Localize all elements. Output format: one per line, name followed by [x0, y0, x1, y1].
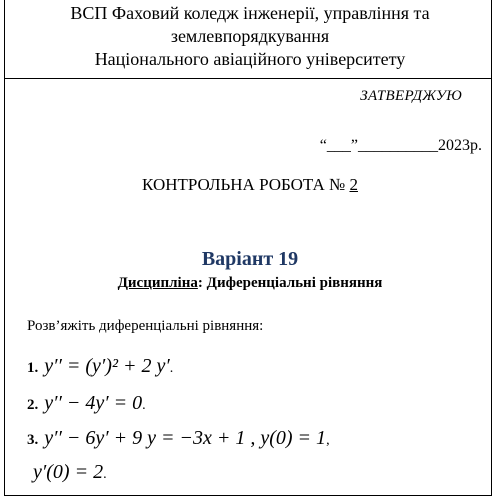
task-item — [27, 427, 330, 450]
page-title — [0, 175, 500, 195]
title-number: 2 — [349, 175, 358, 194]
discipline-line — [0, 275, 500, 292]
discipline-label: Дисципліна — [117, 275, 198, 291]
task-number: 2. — [27, 397, 39, 413]
task-end: . — [103, 467, 107, 482]
header-line-3: Національного авіаційного університету — [94, 49, 406, 69]
task-end: . — [142, 398, 146, 413]
approval-label: ЗАТВЕРДЖУЮ — [360, 88, 462, 104]
task-equation: y′′ = (y′)² + 2 y′ — [44, 355, 170, 377]
title-text: КОНТРОЛЬНА РОБОТА № — [142, 175, 346, 194]
task-number: 3. — [27, 432, 39, 448]
task-equation: y′′ − 6y′ + 9 y = −3x + 1 , y(0) = 1 — [44, 427, 327, 449]
header-line-2: землевпорядкування — [170, 26, 330, 46]
variant-heading: Варіант 19 — [201, 248, 299, 270]
task-equation: y′′ − 4y′ = 0 — [44, 392, 143, 414]
header-line-1: ВСП Фаховий коледж інженерії, управління та — [70, 3, 430, 23]
task-item — [27, 355, 173, 378]
task-end: , — [326, 433, 330, 448]
discipline-value: : Диференціальні рівняння — [197, 275, 383, 291]
task-number: 1. — [27, 360, 39, 376]
task-end: . — [169, 361, 174, 376]
header-divider — [4, 78, 492, 79]
task-equation: y′(0) = 2 — [33, 461, 104, 483]
institution-header — [0, 2, 500, 71]
instructions: Розв’яжіть диференціальні рівняння: — [27, 318, 264, 334]
task-item — [27, 392, 146, 415]
approval-date: “___”__________2023р. — [319, 137, 482, 154]
task-item — [27, 461, 107, 484]
